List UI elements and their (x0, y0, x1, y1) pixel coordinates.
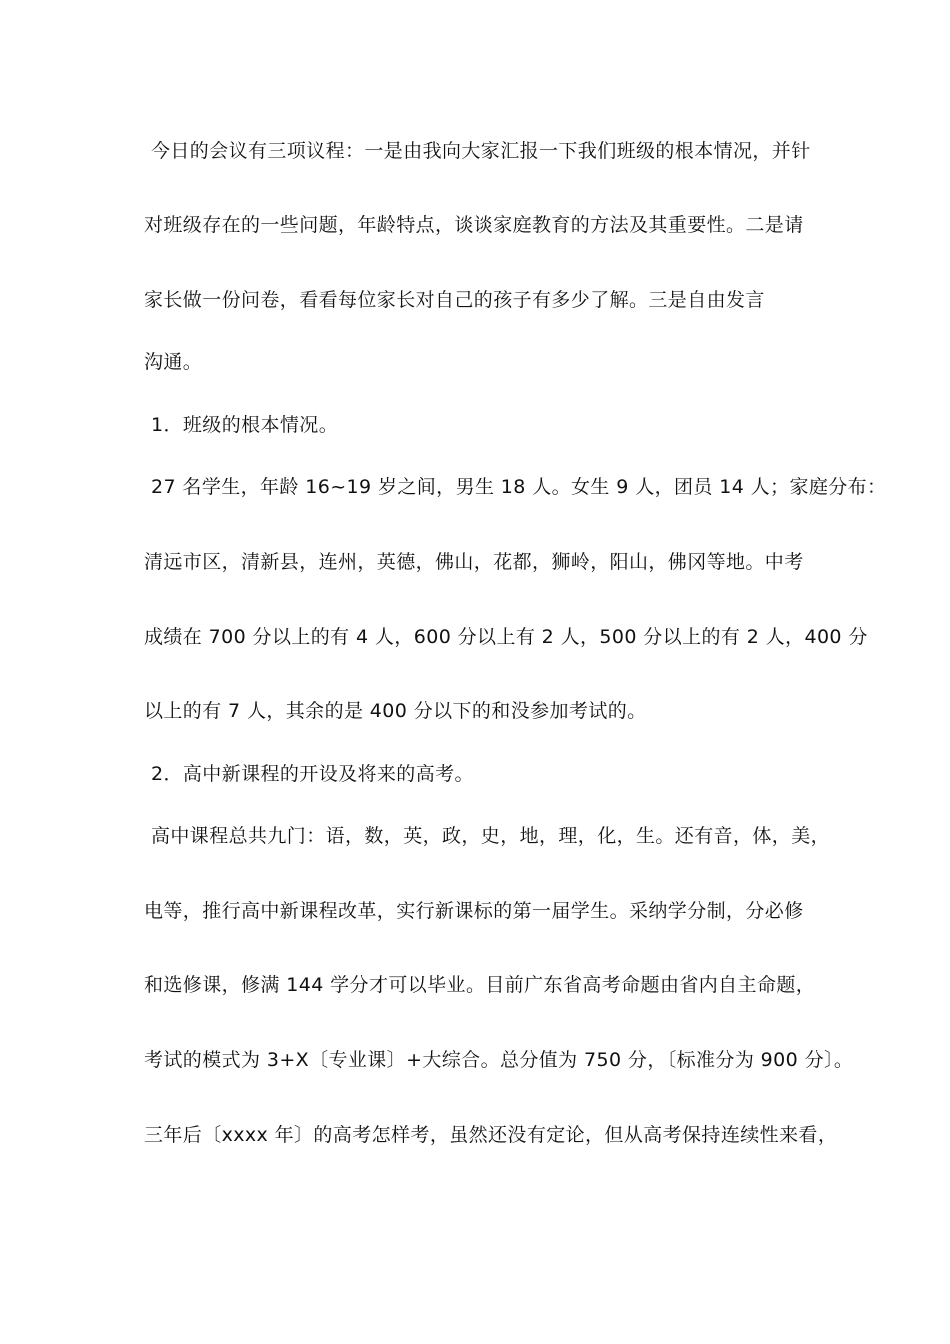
paragraph-line: 电等，推行高中新课程改革，实行新课标的第一届学生。采纳学分制，分必修 (144, 900, 804, 922)
paragraph-line: 27 名学生，年龄 16~19 岁之间，男生 18 人。女生 9 人，团员 14 人；家庭分布： (151, 476, 887, 498)
paragraph-line: 沟通。 (144, 351, 203, 373)
paragraph-line: 对班级存在的一些问题，年龄特点，谈谈家庭教育的方法及其重要性。二是请 (144, 214, 804, 236)
section-heading: 2．高中新课程的开设及将来的高考。 (151, 763, 474, 785)
section-heading: 1．班级的根本情况。 (151, 414, 339, 436)
paragraph-line: 家长做一份问卷，看看每位家长对自己的孩子有多少了解。三是自由发言 (144, 289, 765, 311)
paragraph-line: 今日的会议有三项议程：一是由我向大家汇报一下我们班级的根本情况，并针 (151, 140, 811, 162)
paragraph-line: 清远市区，清新县，连州，英德，佛山，花都，狮岭，阳山，佛冈等地。中考 (144, 551, 804, 573)
paragraph-line: 考试的模式为 3+X〔专业课〕+大综合。总分值为 750 分，〔标准分为 900 分〕。 (144, 1049, 854, 1071)
paragraph-line: 高中课程总共九门：语，数，英，政，史，地，理，化，生。还有音，体，美， (151, 825, 831, 847)
paragraph-line: 三年后〔xxxx 年〕的高考怎样考，虽然还没有定论，但从高考保持连续性来看， (144, 1124, 838, 1146)
paragraph-line: 成绩在 700 分以上的有 4 人，600 分以上有 2 人，500 分以上的有 2 人，400 分 (144, 626, 868, 648)
paragraph-line: 和选修课，修满 144 学分才可以毕业。目前广东省高考命题由省内自主命题， (144, 974, 816, 996)
paragraph-line: 以上的有 7 人，其余的是 400 分以下的和没参加考试的。 (144, 700, 647, 722)
